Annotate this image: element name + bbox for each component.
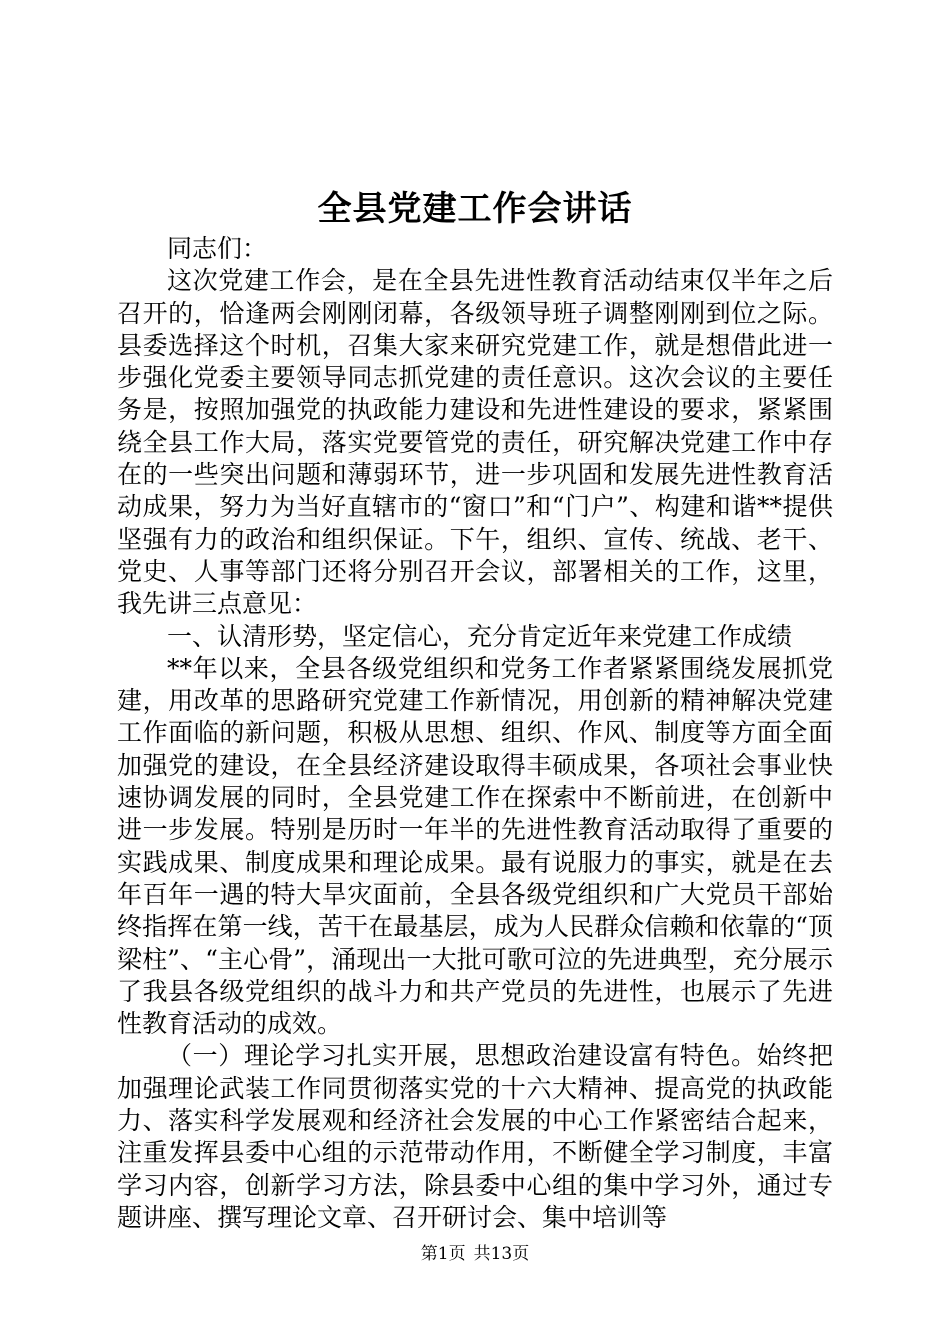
section-heading: 一、认清形势，坚定信心，充分肯定近年来党建工作成绩 [167,621,793,651]
body-paragraph: **年以来，全县各级党组织和党务工作者紧紧围绕发展抓党建，用改革的思路研究党建工作新情况，用创新的精神解决党建工作面临的新问题，积极从思想、组织、作风、制度等方面全面加强党的建设，在全县经济建设取得丰硕成果，各项社会事业快速协调发展的同时，全县党建工作在探索中不断前进，在创新中进一步发展。特别是历时一年半的先进性教育活动取得了重要的实践成果、制度成果和理论成果。最有说服力的事实，就是在去年百年一遇的特大旱灾面前，全县各级党组织和广大党员干部始终指挥在第一线，苦干在最基层，成为人民群众信赖和依靠的“顶梁柱”、“主心骨”，涌现出一大批可歌可泣的先进典型，充分展示了我县各级党组织的战斗力和共产党员的先进性，也展示了先进性教育活动的成效。 [117,653,833,1039]
body-paragraph: 这次党建工作会，是在全县先进性教育活动结束仅半年之后召开的，恰逢两会刚刚闭幕，各级领导班子调整刚刚到位之际。县委选择这个时机，召集大家来研究党建工作，就是想借此进一步强化党委主要领导同志抓党建的责任意识。这次会议的主要任务是，按照加强党的执政能力建设和先进性建设的要求，紧紧围绕全县工作大局，落实党要管党的责任，研究解决党建工作中存在的一些突出问题和薄弱环节，进一步巩固和发展先进性教育活动成果，努力为当好直辖市的“窗口”和“门户”、构建和谐**提供坚强有力的政治和组织保证。下午，组织、宣传、统战、老干、党史、人事等部门还将分别召开会议，部署相关的工作，这里，我先讲三点意见： [117,266,833,619]
page-total: 共13页 [473,1244,530,1264]
document-title: 全县党建工作会讲话 [317,189,633,229]
body-paragraph: （一）理论学习扎实开展，思想政治建设富有特色。始终把加强理论武装工作同贯彻落实党的十六大精神、提高党的执政能力、落实科学发展观和经济社会发展的中心工作紧密结合起来，注重发挥县委中心组的示范带动作用，不断健全学习制度，丰富学习内容，创新学习方法，除县委中心组的集中学习外，通过专题讲座、撰写理论文章、召开研讨会、集中培训等 [117,1041,833,1232]
page-footer [0,1243,950,1265]
salutation-paragraph: 同志们： [167,234,268,263]
page-number: 第1页 [420,1244,466,1264]
document-body [117,233,833,1234]
